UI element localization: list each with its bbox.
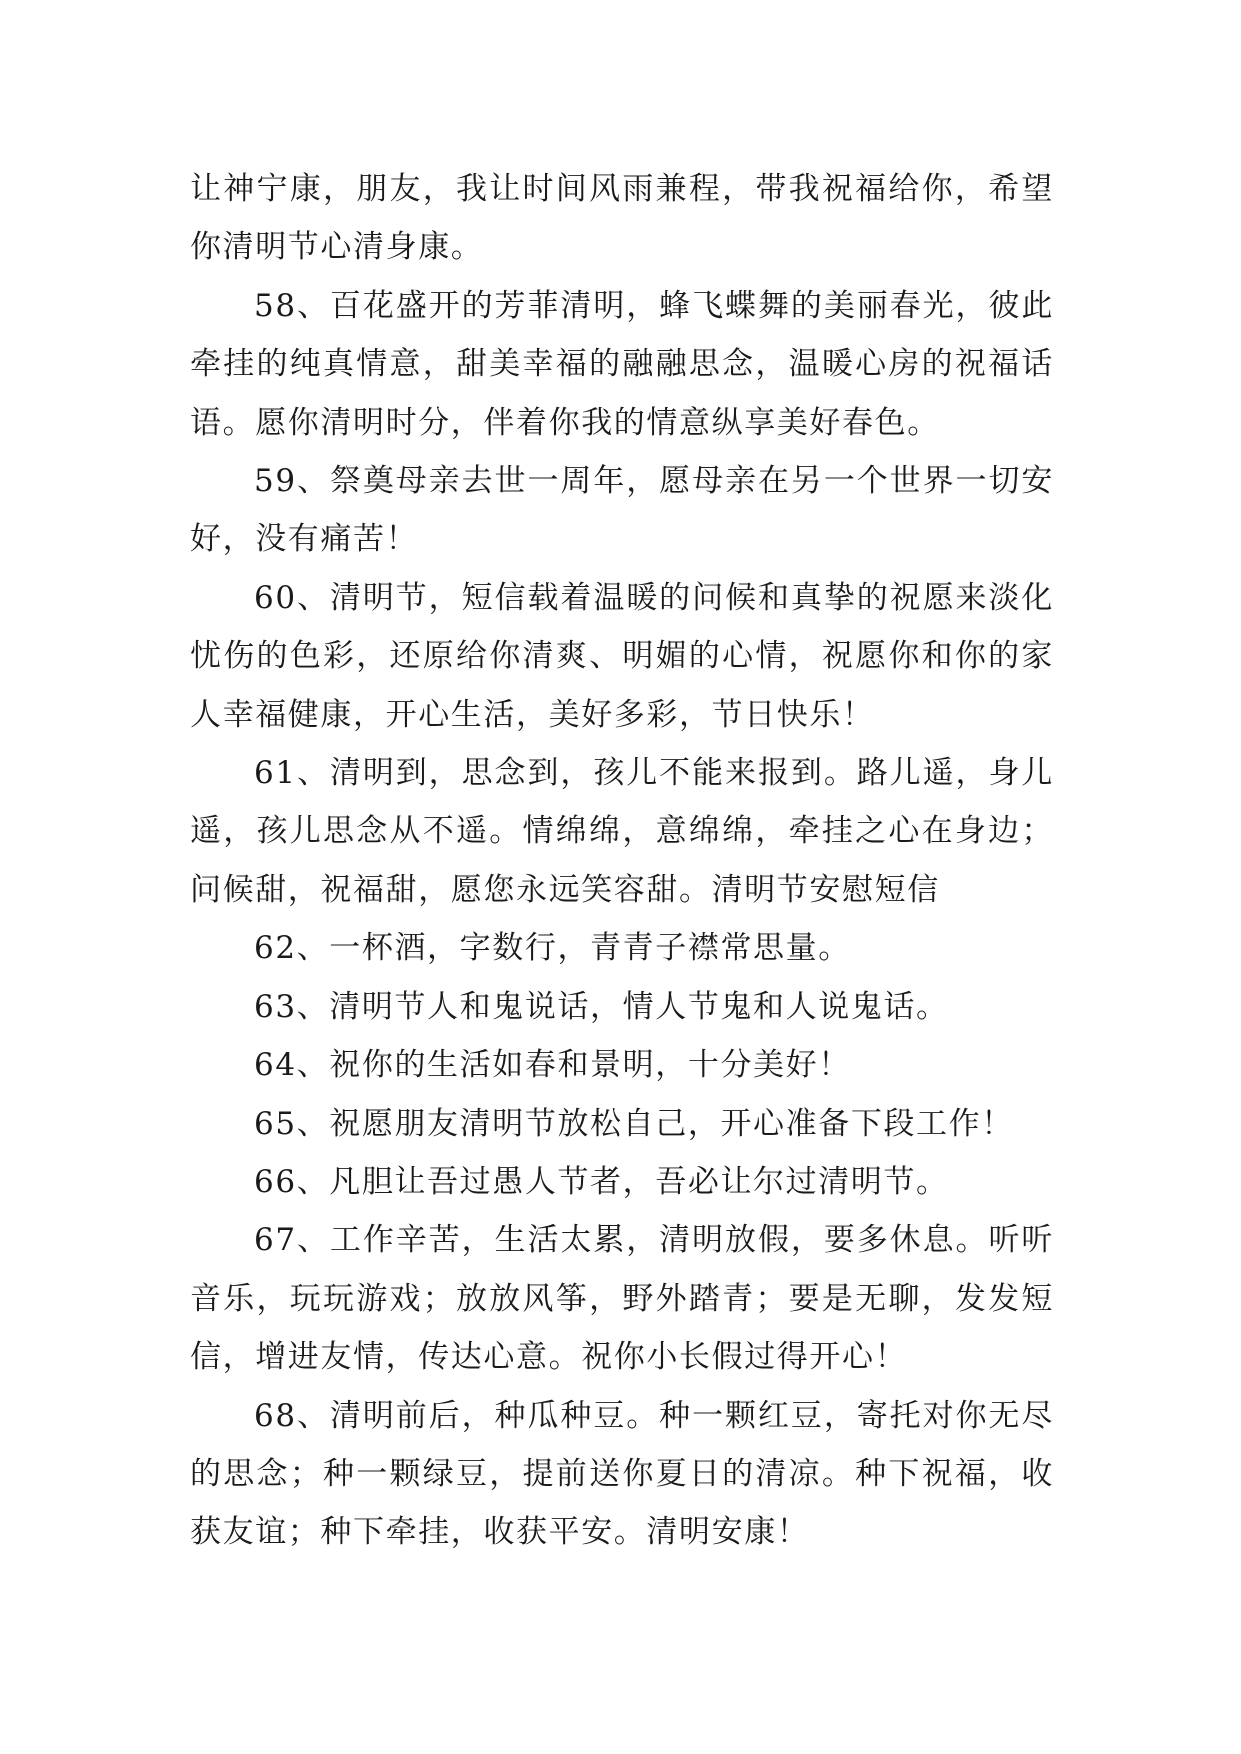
paragraph-item-59: 59、祭奠母亲去世一周年，愿母亲在另一个世界一切安好，没有痛苦！ xyxy=(190,463,1054,558)
paragraph-item-68: 68、清明前后，种瓜种豆。种一颗红豆，寄托对你无尽的思念；种一颗绿豆，提前送你夏日的清凉。种下祝福，收获友谊；种下牵挂，收获平安。清明安康！ xyxy=(190,1397,1054,1551)
paragraph-item-63: 63、清明节人和鬼说话，情人节鬼和人说鬼话。 xyxy=(254,988,949,1025)
paragraph-item-58: 58、百花盛开的芳菲清明，蜂飞蝶舞的美丽春光，彼此牵挂的纯真情意，甜美幸福的融融思念，温暖心房的祝福话语。愿你清明时分，伴着你我的情意纵享美好春色。 xyxy=(190,287,1054,441)
paragraph-item-66: 66、凡胆让吾过愚人节者，吾必让尔过清明节。 xyxy=(254,1163,949,1200)
paragraph-item-62: 62、一杯酒，字数行，青青子襟常思量。 xyxy=(254,930,851,967)
paragraph-continuation: 让神宁康，朋友，我让时间风雨兼程，带我祝福给你，希望你清明节心清身康。 xyxy=(190,171,1054,266)
paragraph-item-61: 61、清明到，思念到，孩儿不能来报到。路儿遥，身儿遥，孩儿思念从不遥。情绵绵，意绵绵，牵挂之心在身边；问候甜，祝福甜，愿您永远笑容甜。清明节安慰短信 xyxy=(190,755,1054,908)
paragraph-item-65: 65、祝愿朋友清明节放松自己，开心准备下段工作！ xyxy=(254,1105,1014,1142)
paragraph-item-60: 60、清明节，短信载着温暖的问候和真挚的祝愿来淡化忧伤的色彩，还原给你清爽、明媚的心情，祝愿你和你的家人幸福健康，开心生活，美好多彩，节日快乐！ xyxy=(190,579,1054,733)
paragraph-item-67: 67、工作辛苦，生活太累，清明放假，要多休息。听听音乐，玩玩游戏；放放风筝，野外踏青；要是无聊，发发短信，增进友情，传达心意。祝你小长假过得开心！ xyxy=(190,1222,1054,1376)
document-body xyxy=(190,160,1054,1562)
paragraph-item-64: 64、祝你的生活如春和景明，十分美好！ xyxy=(254,1047,851,1084)
